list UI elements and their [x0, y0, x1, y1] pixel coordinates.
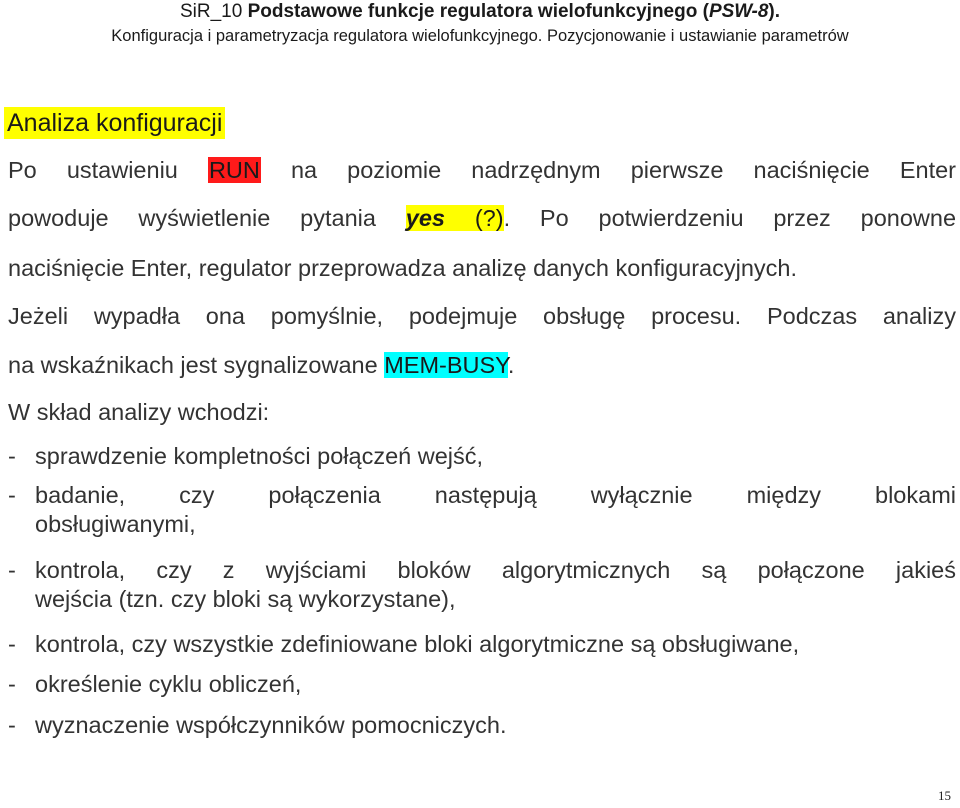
paragraph-line-4: Jeżeli wypadła ona pomyślnie, podejmuje obsługę procesu. Podczas analizy — [8, 303, 956, 329]
header-title-end: ). — [768, 1, 781, 22]
dash-bullet: - — [8, 443, 16, 469]
list-item: - kontrola, czy wszystkie zdefiniowane bloki algorytmiczne są obsługiwane, — [8, 631, 800, 657]
page-header — [0, 0, 960, 46]
list-item: - badanie, czy połączenia następują wyłącznie między blokami obsługiwanymi, — [8, 482, 956, 537]
header-subtitle: Konfiguracja i parametryzacja regulatora wielofunkcyjnego. Pozycjonowanie i ustawianie parametrów — [111, 27, 849, 45]
paragraph-line-2: powoduje wyświetlenie pytania yes (?). Po potwierdzeniu przez ponowne — [8, 205, 957, 231]
list-item: - wyznaczenie współczynników pomocniczych. — [8, 712, 507, 738]
yes-prompt-highlight: yes (?) — [405, 205, 504, 231]
mem-busy-highlight: MEM-BUSY — [384, 352, 508, 378]
section-title: Analiza konfiguracji — [4, 107, 225, 139]
paragraph-line-3: naciśnięcie Enter, regulator przeprowadza analizę danych konfiguracyjnych. — [8, 255, 798, 281]
page-number: 15 — [938, 788, 951, 803]
header-device-name: PSW-8 — [708, 1, 769, 22]
list-item: - sprawdzenie kompletności połączeń wejść, — [8, 443, 484, 469]
header-title — [0, 1, 960, 23]
list-item: - określenie cyklu obliczeń, — [8, 671, 302, 697]
dash-bullet: - — [8, 631, 16, 657]
header-course-code: SiR_10 — [179, 1, 248, 22]
dash-bullet: - — [8, 557, 16, 583]
paragraph-line-1: Po ustawieniu RUN na poziomie nadrzędnym pierwsze naciśnięcie Enter — [8, 157, 957, 183]
paragraph-line-5: na wskaźnikach jest sygnalizowane MEM-BUSY. — [8, 352, 515, 378]
list-intro: W skład analizy wchodzi: — [8, 399, 270, 425]
dash-bullet: - — [8, 671, 16, 697]
list-item: - kontrola, czy z wyjściami bloków algorytmicznych są połączone jakieś wejścia (tzn. czy bloki są wykorzystane), — [8, 557, 956, 612]
header-title-text: Podstawowe funkcje regulatora wielofunkcyjnego ( — [247, 1, 709, 22]
dash-bullet: - — [8, 482, 16, 508]
run-highlight: RUN — [208, 157, 260, 183]
dash-bullet: - — [8, 712, 16, 738]
